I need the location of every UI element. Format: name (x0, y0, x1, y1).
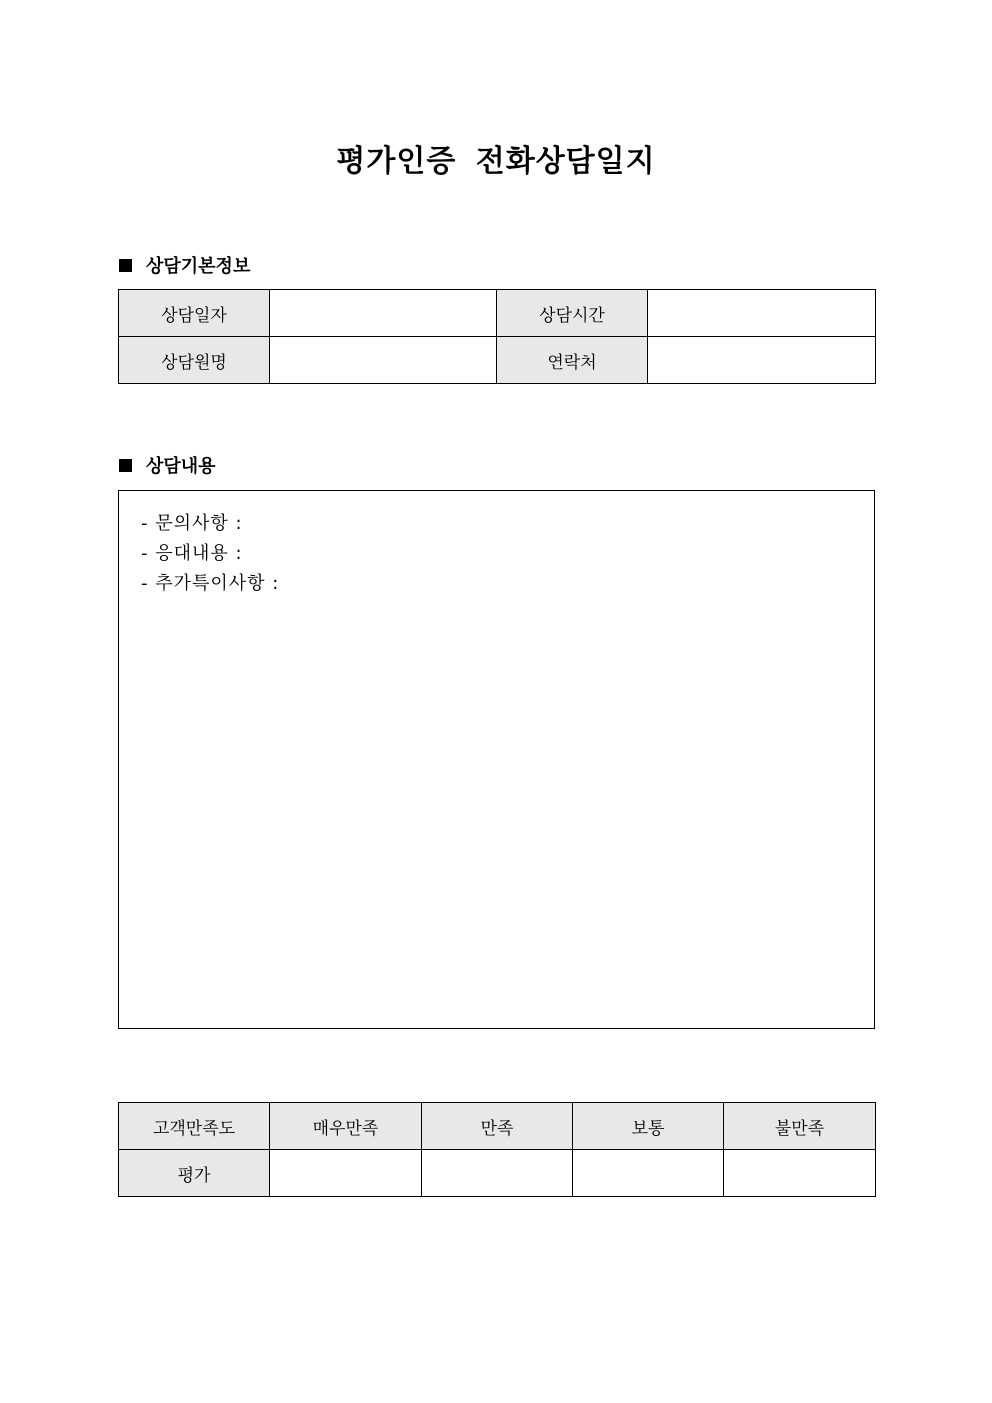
rating-cell-neutral[interactable] (573, 1150, 724, 1197)
table-row (119, 1103, 876, 1150)
black-square-icon (119, 459, 132, 472)
additional-notes-line: - 추가특이사항 : (141, 573, 280, 594)
consult-time-field[interactable] (648, 290, 876, 337)
section-heading-basic-info (119, 252, 250, 278)
option-dissatisfied: 불만족 (724, 1103, 876, 1150)
table-row (119, 290, 876, 337)
section-heading-label: 상담기본정보 (146, 256, 251, 277)
table-row (119, 1150, 876, 1197)
section-heading-content (119, 452, 216, 478)
section-heading-label: 상담내용 (146, 456, 216, 477)
table-row (119, 337, 876, 384)
satisfaction-table (118, 1102, 876, 1197)
option-satisfied: 만족 (422, 1103, 573, 1150)
consultation-content-box[interactable] (118, 490, 875, 1029)
response-line: - 응대내용 : (141, 543, 243, 564)
consult-date-field[interactable] (270, 290, 497, 337)
document-title: 평가인증 전화상담일지 (336, 144, 656, 179)
rating-row-label: 평가 (119, 1150, 270, 1197)
consult-date-label: 상담일자 (119, 290, 270, 337)
option-neutral: 보통 (573, 1103, 724, 1150)
satisfaction-header-label: 고객만족도 (119, 1103, 270, 1150)
option-very-satisfied: 매우만족 (270, 1103, 422, 1150)
counselor-name-label: 상담원명 (119, 337, 270, 384)
rating-cell-dissatisfied[interactable] (724, 1150, 876, 1197)
inquiry-line: - 문의사항 : (141, 513, 243, 534)
rating-cell-very-satisfied[interactable] (270, 1150, 422, 1197)
counselor-name-field[interactable] (270, 337, 497, 384)
black-square-icon (119, 259, 132, 272)
contact-field[interactable] (648, 337, 876, 384)
contact-label: 연락처 (497, 337, 648, 384)
consult-time-label: 상담시간 (497, 290, 648, 337)
rating-cell-satisfied[interactable] (422, 1150, 573, 1197)
basic-info-table (118, 289, 876, 384)
